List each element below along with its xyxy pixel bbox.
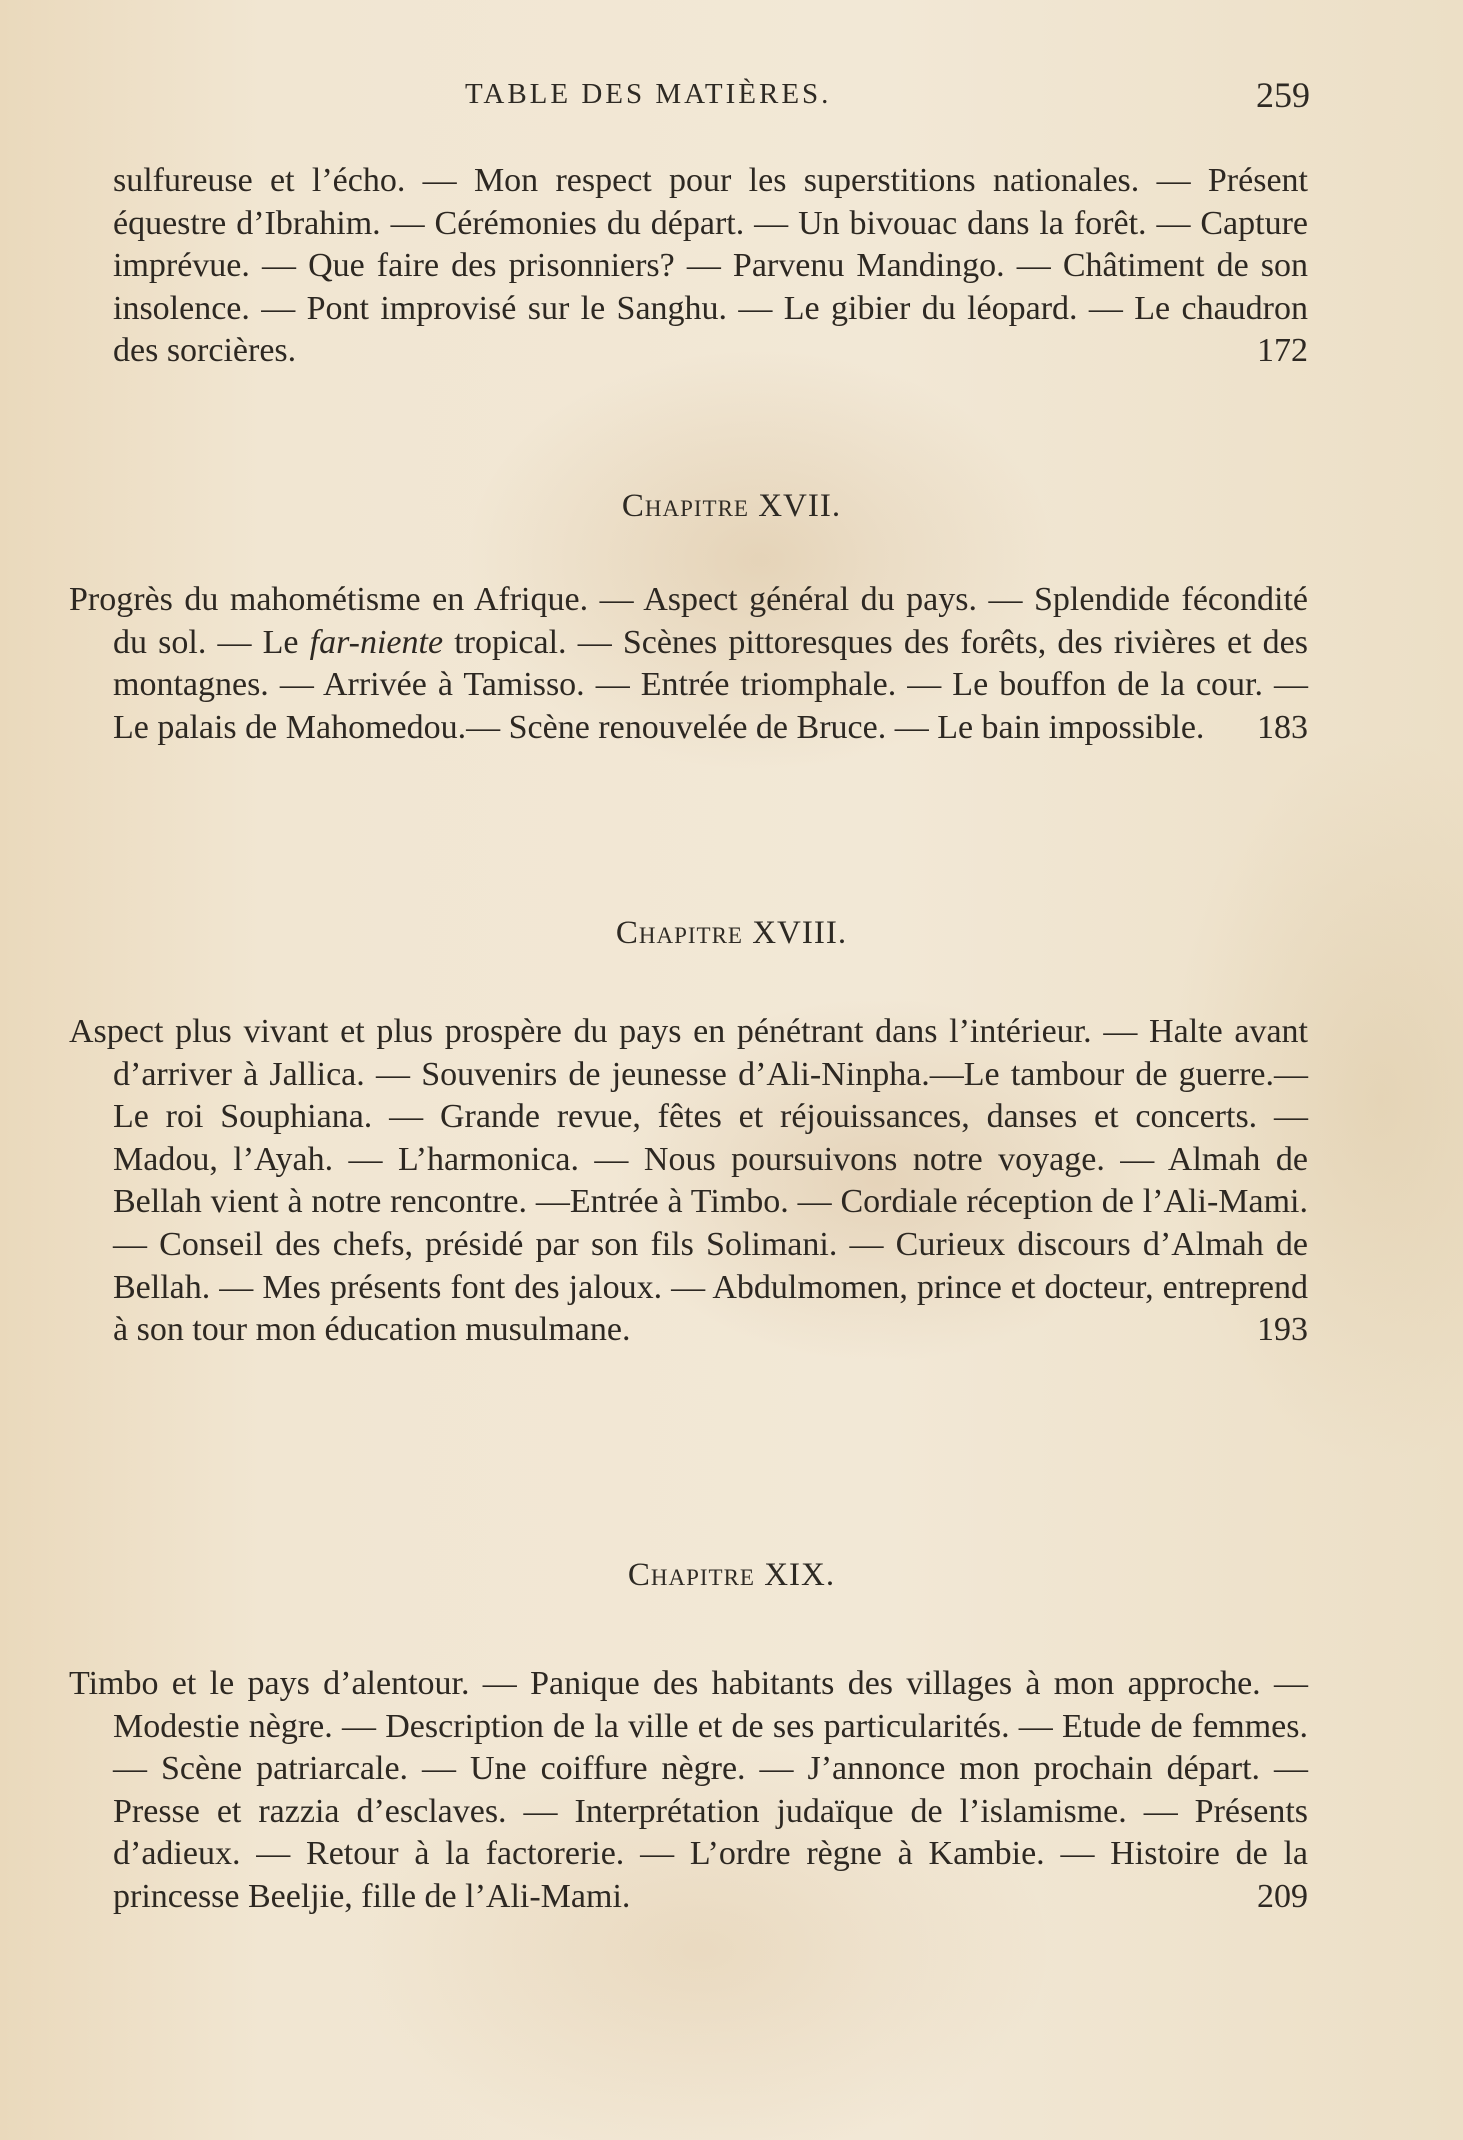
toc-entry-text: sulfureuse et l’écho. — Mon respect pour les superstitions nationales. — Présent équestre d’Ibrahim. — Cérémonies du départ. — Un bivouac dans la forêt. — Capture imprévue. — Que faire des prisonniers? — Parvenu Mandingo. — Châtiment de son insolence. — Pont improvisé sur le Sanghu. — Le gibier du léopard. — Le chaudron des sorcières. [113, 162, 1308, 370]
chapter-heading-xix: Chapitre XIX. [627, 1557, 836, 1593]
toc-entry-text [69, 579, 1308, 749]
chapter-heading-xviii: Chapitre XVIII. [615, 915, 848, 951]
toc-entry-text-part: tropical. — Scènes pittoresques des forêts, des rivières et des montagnes. — Arrivée à Tamisso. — Entrée triomphale. — Le bouffon de la cour. — Le palais de Mahomedou.— Scène renouvelée de Bruce. — Le bain impossible. [113, 623, 1308, 746]
running-title: TABLE DES MATIÈRES. [465, 78, 832, 110]
chapter-heading-xvii: Chapitre XVII. [621, 488, 842, 524]
toc-entry-text-italic: far-niente [309, 623, 444, 661]
toc-entry-continued [113, 160, 1308, 373]
toc-entry-text: Aspect plus vivant et plus prospère du pays en pénétrant dans l’intérieur. — Halte avant d’arriver à Jallica. — Souvenirs de jeunesse d’Ali-Ninpha.—Le tambour de guerre.—Le roi Souphiana. — Grande revue, fêtes et réjouissances, danses et concerts. — Madou, l’Ayah. — L’harmonica. — Nous poursuivons notre voyage. — Almah de Bellah vient à notre rencontre. —Entrée à Timbo. — Cordiale réception de l’Ali-Mami. — Conseil des chefs, présidé par son fils Solimani. — Curieux discours d’Almah de Bellah. — Mes présents font des jaloux. — Abdulmomen, prince et docteur, entreprend à son tour mon éducation musulmane. [69, 1013, 1308, 1349]
page-number: 259 [1256, 75, 1310, 115]
toc-entry-page: 209 [1257, 1877, 1308, 1915]
toc-entry-xvii [69, 579, 1308, 749]
toc-entry-xix [69, 1663, 1308, 1919]
toc-entry-page: 183 [1257, 708, 1308, 746]
toc-entry-text: Timbo et le pays d’alentour. — Panique des habitants des villages à mon approche. — Modestie nègre. — Description de la ville et de ses particularités. — Etude de femmes. — Scène patriarcale. — Une coiffure nègre. — J’annonce mon prochain départ. — Presse et razzia d’esclaves. — Interprétation judaïque de l’islamisme. — Présents d’adieux. — Retour à la factorerie. — L’ordre règne à Kambie. — Histoire de la princesse Beeljie, fille de l’Ali-Mami. [69, 1665, 1308, 1915]
toc-entry-xviii [69, 1011, 1308, 1352]
running-head [0, 75, 1463, 128]
toc-entry-text-part: Progrès du mahométisme en Afrique. — Aspect général du pays. — Splendide fécondité du sol. — Le [69, 581, 1308, 661]
toc-entry-page: 172 [1257, 332, 1308, 370]
toc-entry-page: 193 [1257, 1311, 1308, 1349]
